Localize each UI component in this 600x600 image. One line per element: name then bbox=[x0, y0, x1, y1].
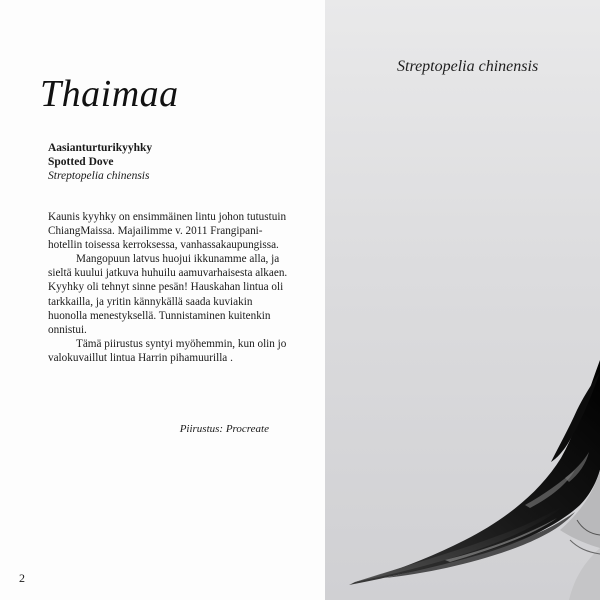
paragraph: Mangopuun latvus huojui ikkunamme alla, ja sieltä kuului jatkuva huhuilu aamuvarhaisesta alkaen. Kyyhky oli tehnyt sinne pesän! Hauskahan lintua oli tarkkailla, ja yritin kännykällä saada kuviakin huonolla menestyksellä. Tunnistaminen kuitenkin onnistui. bbox=[48, 253, 288, 336]
bird-names bbox=[48, 141, 152, 183]
finnish-name: Aasianturturikyyhky bbox=[48, 142, 153, 154]
paragraph: Tämä piirustus syntyi myöhemmin, kun olin jo valokuvaillut lintua Harrin pihamuurilla . bbox=[48, 337, 287, 364]
drawing-credit: Piirustus: Procreate bbox=[179, 423, 269, 435]
right-page bbox=[325, 0, 600, 600]
body-plumage bbox=[569, 548, 600, 600]
chapter-title: Thaimaa bbox=[40, 73, 179, 115]
wing-mass bbox=[349, 360, 600, 585]
body-text bbox=[48, 210, 293, 365]
paragraph: Kaunis kyyhky on ensimmäinen lintu johon tutustuin ChiangMaissa. Majailimme v. 2011 Frangipani-hotellin toisessa kerroksessa, vanhassakaupungissa. bbox=[48, 211, 287, 252]
illustration-title: Streptopelia chinensis bbox=[397, 58, 539, 75]
english-name: Spotted Dove bbox=[48, 156, 114, 168]
page-number: 2 bbox=[19, 571, 25, 585]
scientific-name: Streptopelia chinensis bbox=[48, 170, 150, 182]
dove-wing-illustration bbox=[325, 0, 600, 600]
